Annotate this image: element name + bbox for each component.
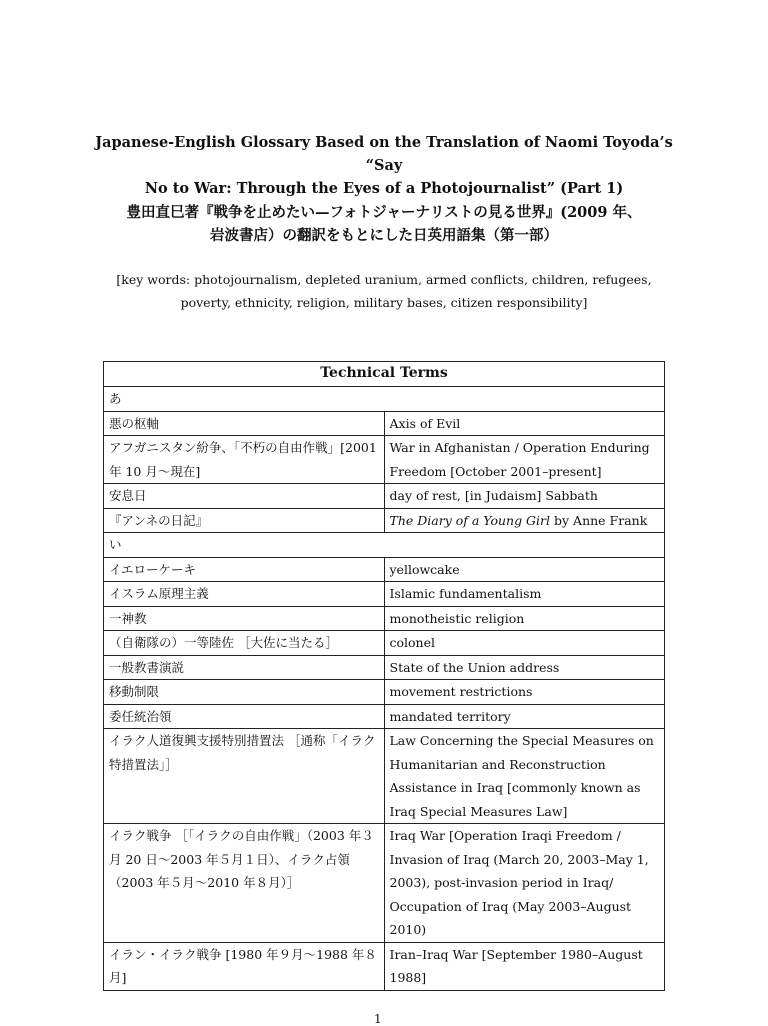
japanese-term: イエローケーキ [104, 557, 385, 582]
table-row [104, 680, 665, 705]
japanese-term: 移動制限 [104, 680, 385, 705]
japanese-term: 一神教 [104, 606, 385, 631]
page-number: 1 [374, 1012, 382, 1026]
english-term-rest: by Anne Frank [550, 512, 648, 528]
table-row [104, 557, 665, 582]
english-term: Iran–Iraq War [September 1980–August 1988] [384, 942, 665, 990]
table-header-row [104, 362, 665, 387]
japanese-term: 委任統治領 [104, 704, 385, 729]
table-row [104, 436, 665, 484]
japanese-title-line-1: 豊田直巳著『戦争を止めたい—フォトジャーナリストの見る世界』(2009 年、 [126, 204, 642, 221]
japanese-term: （自衛隊の）一等陸佐 ［大佐に当たる］ [104, 631, 385, 656]
table-row [104, 729, 665, 824]
japanese-term: イラク人道復興支援特別措置法 ［通称「イラク特措置法」］ [104, 729, 385, 824]
table-row [104, 484, 665, 509]
english-term: Axis of Evil [384, 411, 665, 436]
section-label-a: あ [104, 387, 665, 412]
table-row [104, 631, 665, 656]
english-title [80, 131, 688, 200]
section-label-i: い [104, 533, 665, 558]
table-row [104, 582, 665, 607]
keywords [90, 268, 678, 314]
japanese-term: 悪の枢軸 [104, 411, 385, 436]
keywords-line-2: poverty, ethnicity, religion, military bases, citizen responsibility] [180, 295, 588, 310]
table-row [104, 411, 665, 436]
japanese-term: 『アンネの日記』 [104, 508, 385, 533]
english-title-line-1: Japanese-English Glossary Based on the Translation of Naomi Toyoda’s “Say [95, 134, 673, 174]
english-term: movement restrictions [384, 680, 665, 705]
english-term: colonel [384, 631, 665, 656]
english-term: Law Concerning the Special Measures on Humanitarian and Reconstruction Assistance in Iraq [commonly known as Iraq Special Measures Law] [384, 729, 665, 824]
english-term: Iraq War [Operation Iraqi Freedom / Invasion of Iraq (March 20, 2003–May 1, 2003), post-invasion period in Iraq/ Occupation of Iraq (May 2003–August 2010) [384, 824, 665, 943]
table-row [104, 942, 665, 990]
glossary-table [103, 361, 665, 991]
english-term: yellowcake [384, 557, 665, 582]
english-term: monotheistic religion [384, 606, 665, 631]
japanese-term: イラク戦争 ［「イラクの自由作戦」（2003 年３月 20 日～2003 年５月１日）、イラク占領（2003 年５月～2010 年８月）］ [104, 824, 385, 943]
english-term [384, 508, 665, 533]
section-row-a [104, 387, 665, 412]
table-row [104, 606, 665, 631]
keywords-line-1: [key words: photojournalism, depleted uranium, armed conflicts, children, refugees, [116, 272, 652, 287]
table-row [104, 824, 665, 943]
japanese-term: イスラム原理主義 [104, 582, 385, 607]
work-title: The Diary of a Young Girl [389, 512, 551, 528]
english-term: Islamic fundamentalism [384, 582, 665, 607]
english-term: mandated territory [384, 704, 665, 729]
japanese-title [80, 201, 688, 247]
table-row [104, 508, 665, 533]
table-row [104, 704, 665, 729]
english-term: State of the Union address [384, 655, 665, 680]
japanese-term: 一般教書演説 [104, 655, 385, 680]
japanese-term: 安息日 [104, 484, 385, 509]
japanese-title-line-2: 岩波書店）の翻訳をもとにした日英用語集（第一部） [210, 227, 558, 244]
section-row-i [104, 533, 665, 558]
japanese-term: イラン・イラク戦争 [1980 年９月～1988 年８月] [104, 942, 385, 990]
table-row [104, 655, 665, 680]
english-term: day of rest, [in Judaism] Sabbath [384, 484, 665, 509]
english-title-line-2: No to War: Through the Eyes of a Photojournalist” (Part 1) [144, 180, 624, 197]
english-term: War in Afghanistan / Operation Enduring Freedom [October 2001–present] [384, 436, 665, 484]
table-header: Technical Terms [104, 362, 665, 387]
japanese-term: アフガニスタン紛争、「不朽の自由作戦」[2001 年 10 月～現在] [104, 436, 385, 484]
